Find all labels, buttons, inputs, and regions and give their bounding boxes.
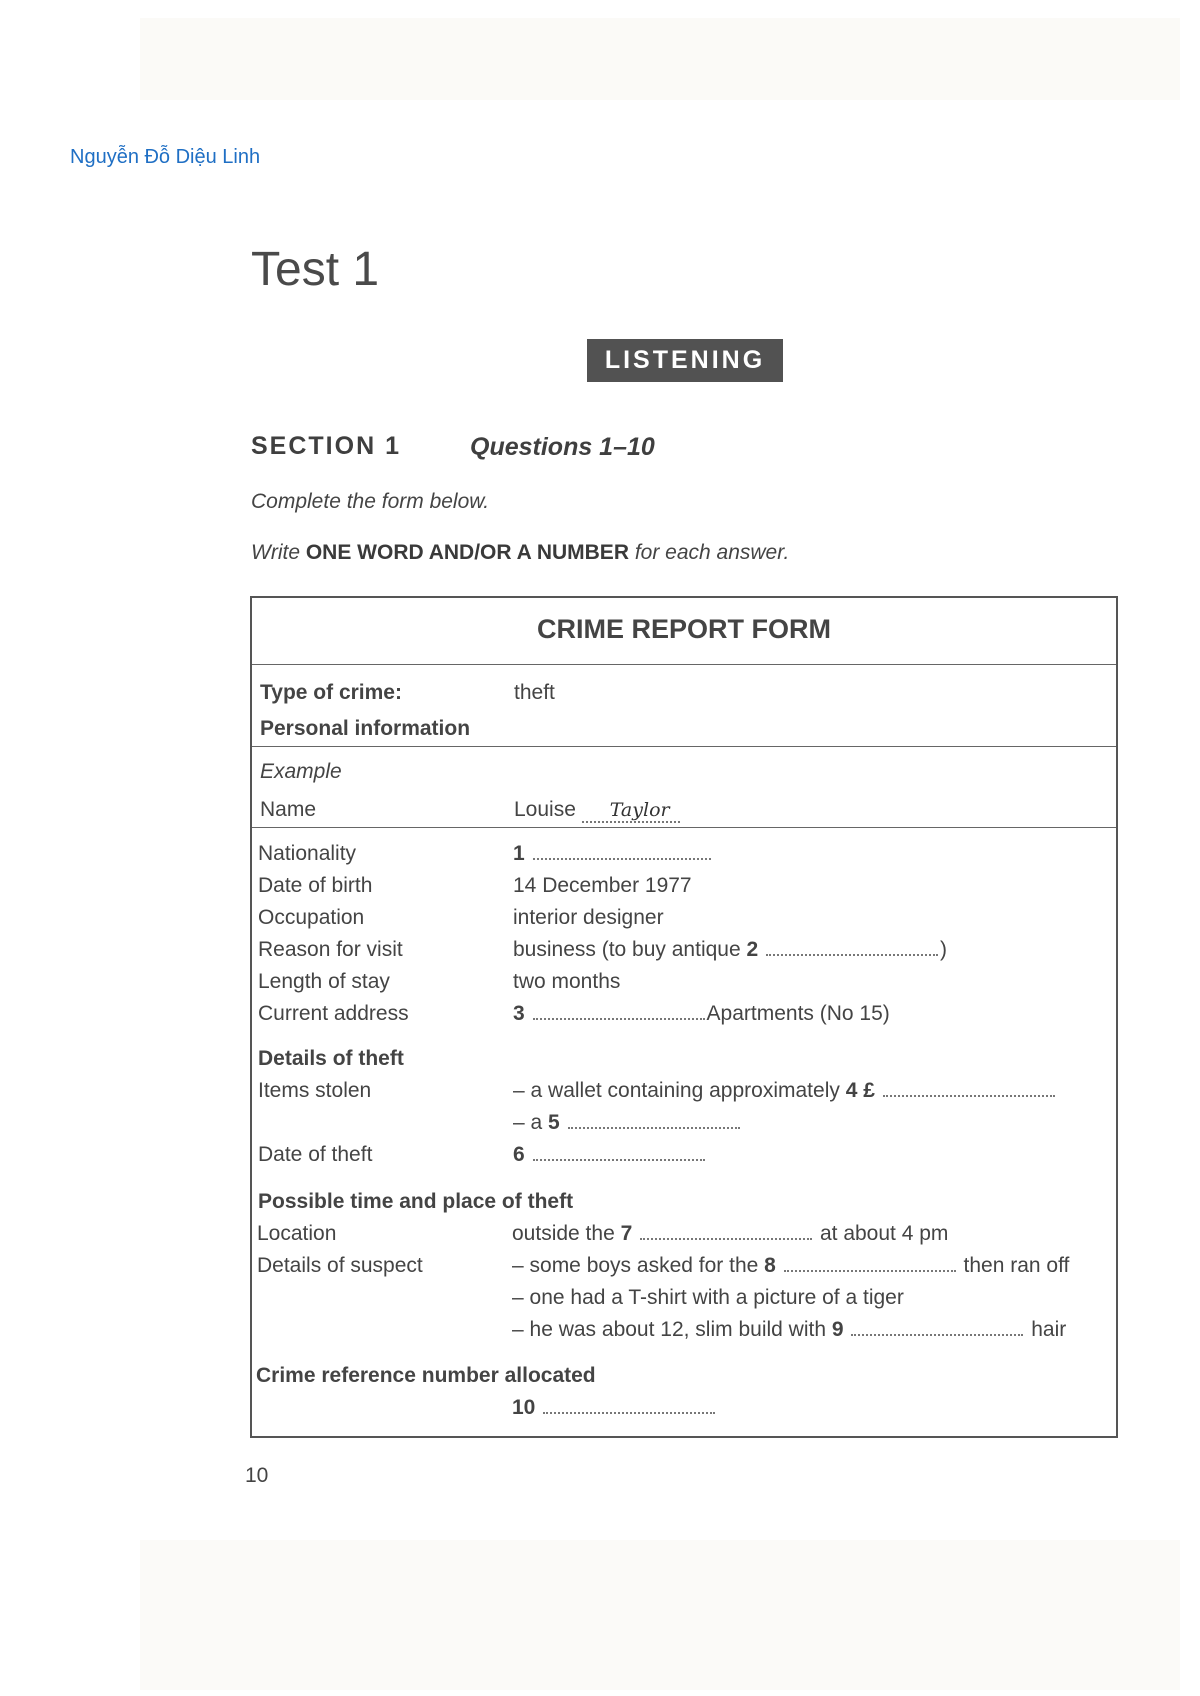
current-address-label: Current address xyxy=(258,1002,409,1025)
form-divider xyxy=(252,664,1116,665)
q7-blank xyxy=(512,1222,948,1246)
crime-report-form xyxy=(250,596,1118,1438)
questions-range: Questions 1–10 xyxy=(470,433,655,461)
page-number: 10 xyxy=(245,1464,269,1487)
answer-blank xyxy=(533,1145,705,1161)
form-divider xyxy=(252,827,1116,828)
items-stolen-label: Items stolen xyxy=(258,1079,372,1102)
reason-pre: business (to buy antique xyxy=(513,938,747,961)
suspect-details-label: Details of suspect xyxy=(257,1254,423,1277)
date-of-theft-label: Date of theft xyxy=(258,1143,373,1166)
suspect-3-pre: – he was about 12, slim build with xyxy=(512,1318,832,1341)
q9-blank xyxy=(512,1318,1066,1342)
details-of-theft-heading: Details of theft xyxy=(258,1047,404,1070)
section-label: SECTION 1 xyxy=(251,432,401,460)
listening-badge: LISTENING xyxy=(587,339,783,382)
reason-label: Reason for visit xyxy=(258,938,403,961)
items-2-pre: – a xyxy=(513,1111,549,1134)
q9-number: 9 xyxy=(831,1318,844,1341)
type-of-crime-value: theft xyxy=(514,681,555,704)
location-pre: outside the xyxy=(512,1222,621,1245)
type-of-crime-label: Type of crime: xyxy=(260,681,402,704)
instruction-post: for each answer. xyxy=(628,541,790,564)
q2-number: 2 xyxy=(746,938,759,961)
scan-artifact-top xyxy=(140,18,1180,100)
q6-blank xyxy=(513,1143,707,1167)
answer-blank xyxy=(568,1113,740,1129)
personal-info-heading: Personal information xyxy=(260,717,471,740)
instruction-bold: ONE WORD AND/OR A NUMBER xyxy=(305,541,629,564)
q7-number: 7 xyxy=(620,1222,633,1245)
answer-blank xyxy=(766,940,938,956)
q8-blank xyxy=(512,1254,1069,1278)
answer-blank xyxy=(784,1256,956,1272)
q4-blank xyxy=(513,1079,1057,1103)
currency-symbol: £ xyxy=(863,1079,875,1102)
q10-number: 10 xyxy=(512,1396,536,1419)
answer-blank xyxy=(543,1398,715,1414)
reason-post: ) xyxy=(940,938,948,961)
instruction-pre: Write xyxy=(251,541,306,564)
suspect-1-pre: – some boys asked for the xyxy=(512,1254,765,1277)
suspect-detail-tshirt: – one had a T-shirt with a picture of a tiger xyxy=(512,1286,904,1309)
answer-blank xyxy=(533,1004,705,1020)
answer-blank xyxy=(640,1224,812,1240)
answer-blank xyxy=(883,1081,1055,1097)
length-of-stay-label: Length of stay xyxy=(258,970,390,993)
first-name: Louise xyxy=(514,798,576,821)
name-label: Name xyxy=(260,798,317,821)
author-name: Nguyễn Đỗ Diệu Linh xyxy=(70,146,261,168)
occupation-value: interior designer xyxy=(513,906,664,929)
items-1-pre: – a wallet containing approximately xyxy=(513,1079,846,1102)
example-label: Example xyxy=(260,760,342,783)
test-title: Test 1 xyxy=(251,243,380,296)
form-divider xyxy=(252,746,1116,747)
occupation-label: Occupation xyxy=(258,906,365,929)
q10-blank xyxy=(512,1396,717,1420)
dob-value: 14 December 1977 xyxy=(513,874,692,897)
q3-number: 3 xyxy=(513,1002,525,1025)
location-post: at about 4 pm xyxy=(819,1222,949,1245)
q1-number: 1 xyxy=(513,842,525,865)
nationality-label: Nationality xyxy=(258,842,357,865)
possible-time-place-heading: Possible time and place of theft xyxy=(258,1190,574,1213)
length-of-stay-value: two months xyxy=(513,970,621,993)
crime-reference-heading: Crime reference number allocated xyxy=(256,1364,596,1387)
address-post: Apartments (No 15) xyxy=(706,1002,890,1025)
q4-number: 4 xyxy=(845,1079,858,1102)
form-title: CRIME REPORT FORM xyxy=(537,614,831,644)
q6-number: 6 xyxy=(513,1143,525,1166)
example-answer: Taylor xyxy=(582,799,680,823)
suspect-3-post: hair xyxy=(1031,1318,1067,1341)
answer-blank xyxy=(533,844,711,860)
dob-label: Date of birth xyxy=(258,874,373,897)
scan-artifact-bottom xyxy=(140,1540,1180,1690)
q3-blank xyxy=(513,1002,890,1026)
q5-blank xyxy=(513,1111,742,1135)
q8-number: 8 xyxy=(764,1254,776,1277)
name-value xyxy=(514,798,680,823)
suspect-1-post: then ran off xyxy=(963,1254,1070,1277)
instruction-complete-form: Complete the form below. xyxy=(251,490,490,513)
q2-blank xyxy=(513,938,947,962)
location-label: Location xyxy=(257,1222,337,1245)
q1-blank xyxy=(513,842,713,866)
instruction-answer-limit xyxy=(251,541,789,565)
q5-number: 5 xyxy=(548,1111,560,1134)
answer-blank xyxy=(851,1320,1023,1336)
